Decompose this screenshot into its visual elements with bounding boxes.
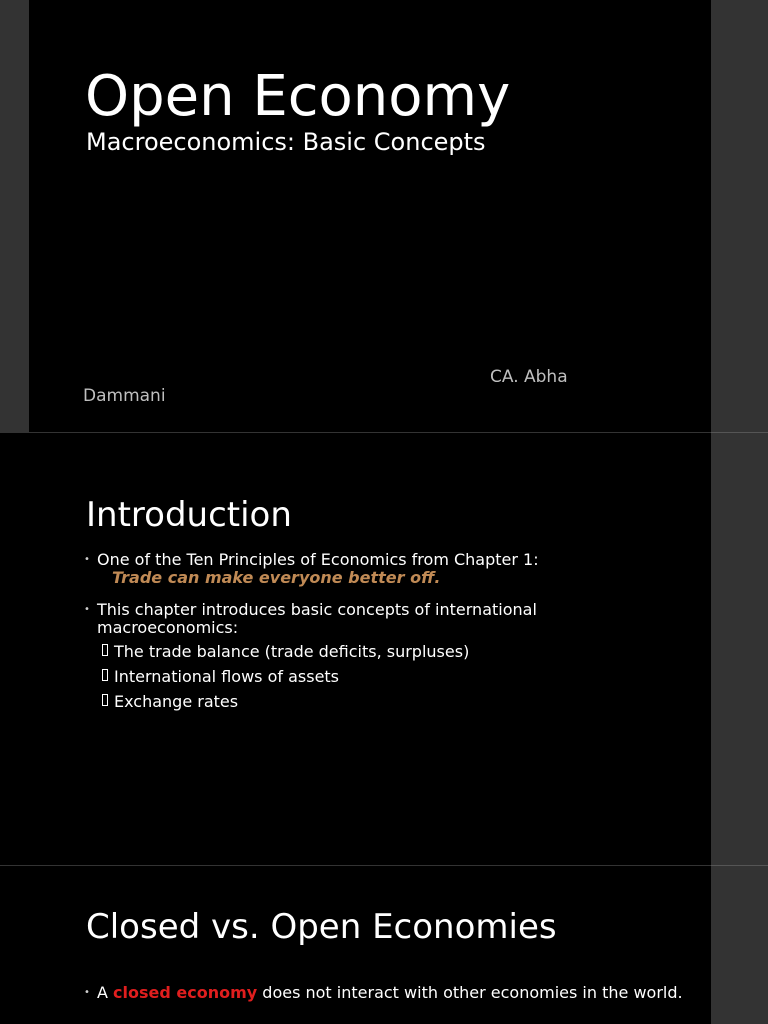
bullet-item bbox=[84, 601, 604, 711]
slide-introduction bbox=[0, 433, 711, 865]
sub-bullet-item bbox=[97, 693, 604, 711]
author-name-first: CA. Abha bbox=[490, 367, 568, 387]
sub-bullet-text: The trade balance (trade deficits, surpluses) bbox=[114, 642, 470, 661]
bullet-list bbox=[84, 551, 604, 725]
sub-bullet-item bbox=[97, 643, 604, 661]
sub-bullet-text: International flows of assets bbox=[114, 667, 340, 686]
page-divider bbox=[711, 432, 768, 433]
slide-subtitle: Macroeconomics: Basic Concepts bbox=[86, 128, 486, 156]
sub-bullet-list bbox=[97, 643, 604, 711]
square-bullet-icon bbox=[102, 669, 108, 681]
square-bullet-icon bbox=[102, 694, 108, 706]
bullet-text: does not interact with other economies in the world. bbox=[257, 983, 683, 1002]
bullet-prefix: A bbox=[97, 983, 114, 1002]
slide-title bbox=[29, 0, 711, 432]
bullet-item bbox=[84, 551, 604, 587]
author-name-last: Dammani bbox=[83, 386, 166, 406]
bullet-text: This chapter introduces basic concepts of international macroeconomics: bbox=[97, 600, 537, 637]
bullet-list bbox=[84, 984, 684, 1016]
sub-bullet-text: Exchange rates bbox=[114, 692, 239, 711]
sub-bullet-item bbox=[97, 668, 604, 686]
slide-closed-vs-open bbox=[0, 866, 711, 1024]
bullet-item bbox=[84, 984, 684, 1002]
bullet-text: One of the Ten Principles of Economics from Chapter 1: bbox=[97, 550, 539, 569]
emphasis-text: Trade can make everyone better off. bbox=[112, 568, 441, 587]
slide-heading: Closed vs. Open Economies bbox=[86, 907, 557, 947]
square-bullet-icon bbox=[102, 644, 108, 656]
slide-title-heading: Open Economy bbox=[85, 64, 511, 129]
slide-heading: Introduction bbox=[86, 495, 292, 535]
page-divider bbox=[711, 865, 768, 866]
key-term: closed economy bbox=[113, 983, 258, 1002]
